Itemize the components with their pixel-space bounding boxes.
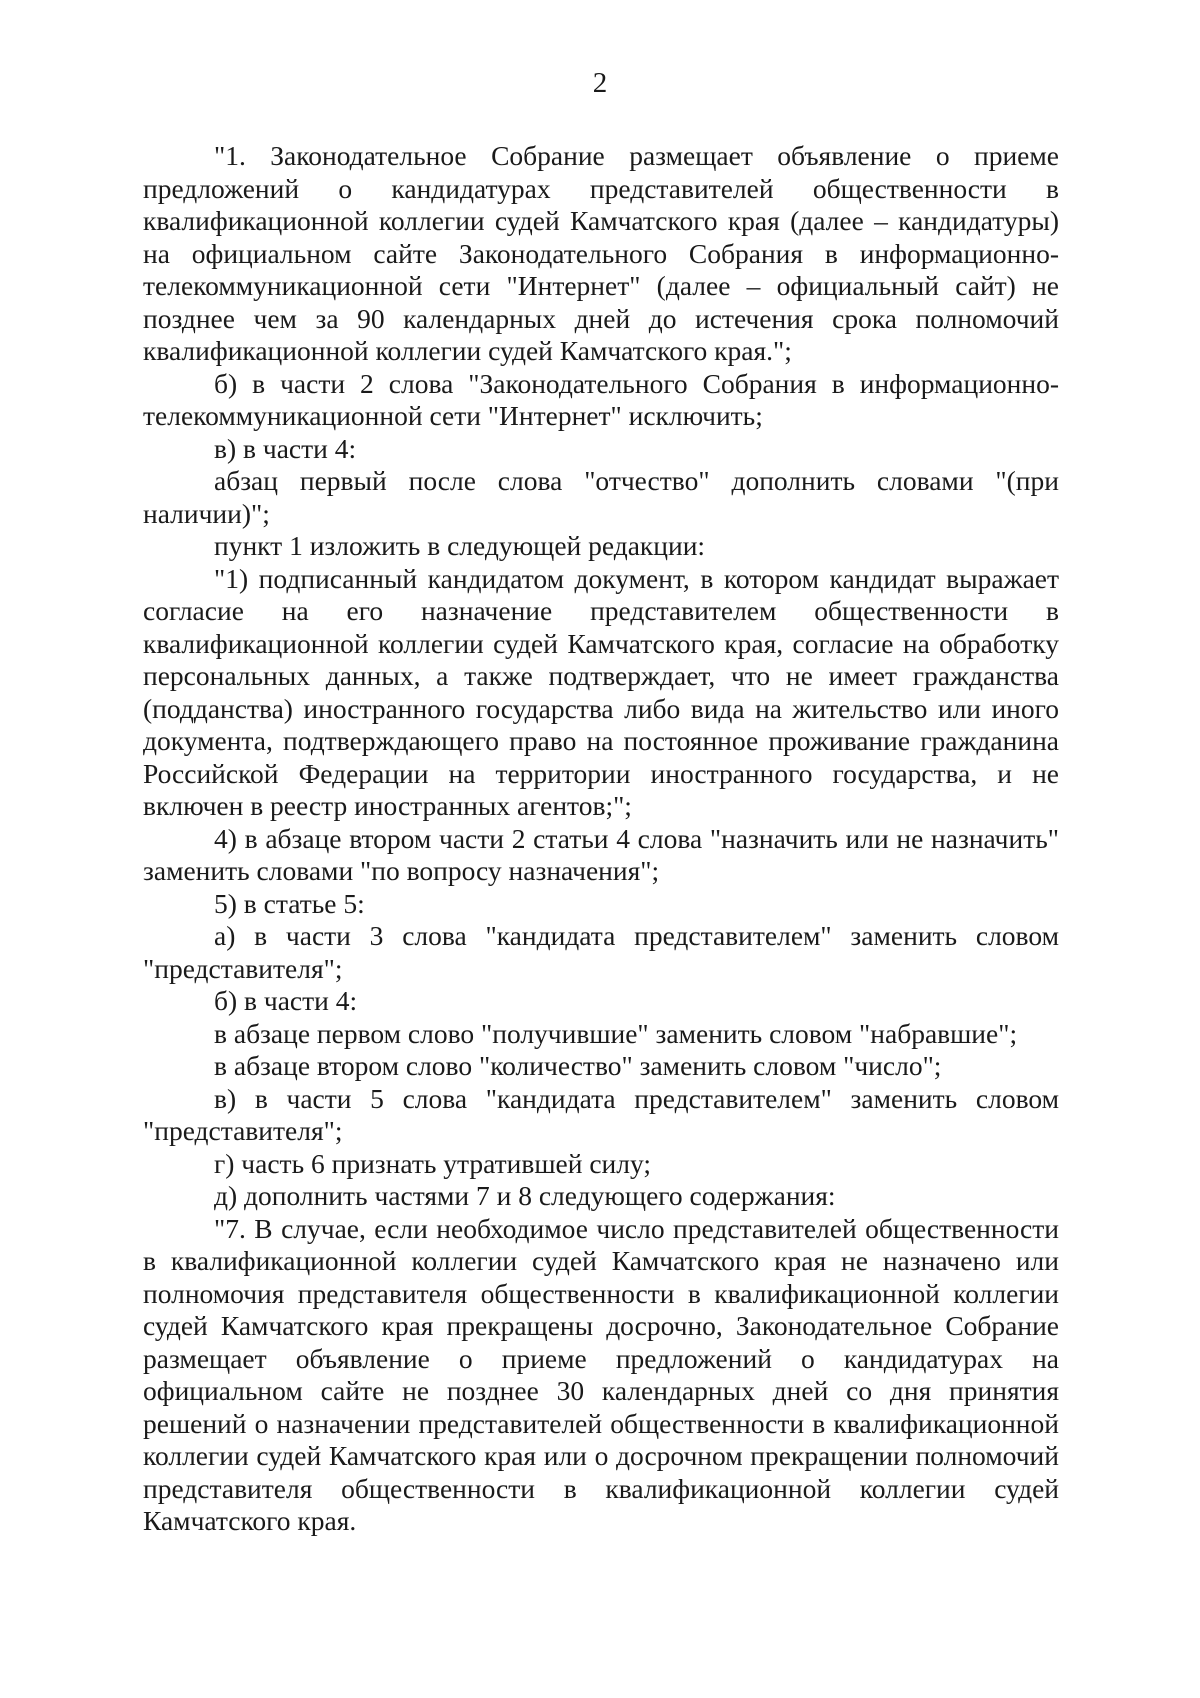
paragraph: б) в части 4: <box>214 985 358 1016</box>
paragraph: пункт 1 изложить в следующей редакции: <box>214 530 706 561</box>
document-body <box>143 140 1059 1538</box>
paragraph: а) в части 3 слова "кандидата представителем" заменить словом "представителя"; <box>143 920 1059 984</box>
paragraph: 5) в статье 5: <box>214 887 365 919</box>
paragraph: "1. Законодательное Собрание размещает объявление о приеме предложений о кандидатурах представителей общественности в квалификационной коллегии судей Камчатского края (далее – кандидатуры) на официальном сайте Законодательного Собрания в информационно-телекоммуникационной сети "Интернет" (далее – официальный сайт) не позднее чем за 90 календарных дней до истечения срока полномочий квалификационной коллегии судей Камчатского края."; <box>143 140 1059 366</box>
paragraph: в абзаце первом слово "получившие" заменить словом "набравшие"; <box>214 1017 1018 1049</box>
paragraph: в) в части 4: <box>214 432 357 464</box>
paragraph: г) часть 6 признать утратившей силу; <box>214 1147 652 1179</box>
paragraph: "1) подписанный кандидатом документ, в котором кандидат выражает согласие на его назначение представителем общественности в квалификационной коллегии судей Камчатского края, согласие на обработку персональных данных, а также подтверждает, что не имеет гражданства (подданства) иностранного государства либо вида на жительство или иного документа, подтверждающего право на постоянное проживание гражданина Российской Федерации на территории иностранного государства, и не включен в реестр иностранных агентов;"; <box>143 562 1059 821</box>
paragraph: 4) в абзаце втором части 2 статьи 4 слова "назначить или не назначить" заменить словами "по вопросу назначения"; <box>143 822 1059 886</box>
paragraph: в абзаце втором слово "количество" заменить словом "число"; <box>214 1050 942 1081</box>
paragraph: абзац первый после слова "отчество" дополнить словами "(при наличии)"; <box>143 465 1059 529</box>
paragraph: "7. В случае, если необходимое число представителей общественности в квалификационной коллегии судей Камчатского края не назначено или полномочия представителя общественности в квалификационной коллегии судей Камчатского края прекращены досрочно, Законодательное Собрание размещает объявление о приеме предложений о кандидатурах на официальном сайте не позднее 30 календарных дней со дня принятия решений о назначении представителей общественности в квалификационной коллегии судей Камчатского края или о досрочном прекращении полномочий представителя общественности в квалификационной коллегии судей Камчатского края. <box>143 1212 1059 1536</box>
paragraph: д) дополнить частями 7 и 8 следующего содержания: <box>214 1180 836 1211</box>
paragraph: б) в части 2 слова "Законодательного Собрания в информационно-телекоммуникационной сети "Интернет" исключить; <box>143 367 1059 431</box>
paragraph: в) в части 5 слова "кандидата представителем" заменить словом "представителя"; <box>143 1082 1059 1146</box>
page-number: 2 <box>592 67 608 99</box>
